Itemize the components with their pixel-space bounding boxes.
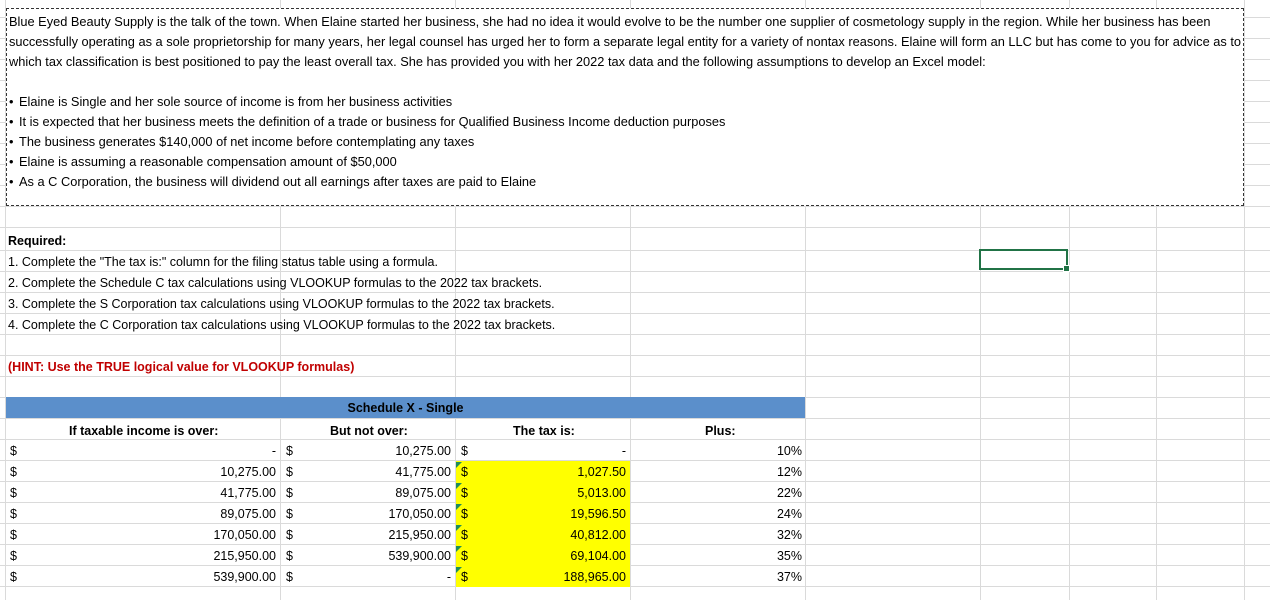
currency-symbol: $	[286, 549, 293, 563]
currency-symbol: $	[10, 507, 17, 521]
assumption-item: • As a C Corporation, the business will dividend out all earnings after taxes are paid to Elaine	[9, 174, 537, 189]
currency-symbol: $	[286, 528, 293, 542]
schedule-title-bar[interactable]	[6, 397, 805, 418]
not-over-cell[interactable]: 539,900.00	[388, 549, 451, 563]
currency-symbol: $	[461, 465, 468, 479]
currency-symbol: $	[286, 570, 293, 584]
assumption-item: • The business generates $140,000 of net income before contemplating any taxes	[9, 134, 475, 149]
not-over-cell[interactable]: -	[446, 570, 451, 584]
currency-symbol: $	[10, 570, 17, 584]
rate-cell[interactable]: 12%	[776, 465, 802, 479]
not-over-cell[interactable]: 89,075.00	[395, 486, 451, 500]
tax-cell[interactable]: 5,013.00	[577, 486, 626, 500]
over-cell[interactable]: 539,900.00	[213, 570, 276, 584]
required-item-2[interactable]: 2. Complete the Schedule C tax calculations using VLOOKUP formulas to the 2022 tax brackets.	[8, 276, 543, 290]
currency-symbol: $	[461, 549, 468, 563]
not-over-cell[interactable]: 215,950.00	[388, 528, 451, 542]
assumption-item: • Elaine is Single and her sole source of income is from her business activities	[9, 94, 453, 109]
currency-symbol: $	[10, 486, 17, 500]
required-item-4[interactable]: 4. Complete the C Corporation tax calculations using VLOOKUP formulas to the 2022 tax brackets.	[8, 318, 556, 332]
required-item-1[interactable]: 1. Complete the "The tax is:" column for the filing status table using a formula.	[8, 255, 438, 269]
not-over-cell[interactable]: 10,275.00	[395, 444, 451, 458]
rate-cell[interactable]: 10%	[776, 444, 802, 458]
col-header-plus[interactable]: Plus:	[705, 424, 736, 438]
selected-cell[interactable]	[979, 249, 1068, 270]
currency-symbol: $	[286, 465, 293, 479]
not-over-cell[interactable]: 170,050.00	[388, 507, 451, 521]
over-cell[interactable]: 41,775.00	[220, 486, 276, 500]
rate-cell[interactable]: 24%	[776, 507, 802, 521]
assumptions-list	[9, 92, 1241, 192]
over-cell[interactable]: 170,050.00	[213, 528, 276, 542]
tax-cell[interactable]: 40,812.00	[570, 528, 626, 542]
currency-symbol: $	[286, 486, 293, 500]
required-item-3[interactable]: 3. Complete the S Corporation tax calculations using VLOOKUP formulas to the 2022 tax brackets.	[8, 297, 555, 311]
currency-symbol: $	[10, 465, 17, 479]
over-cell[interactable]: 215,950.00	[213, 549, 276, 563]
tax-cell[interactable]: 1,027.50	[577, 465, 626, 479]
rate-cell[interactable]: 37%	[776, 570, 802, 584]
currency-symbol: $	[461, 528, 468, 542]
fill-handle[interactable]	[1063, 265, 1070, 272]
tax-cell[interactable]: -	[621, 444, 626, 458]
over-cell[interactable]: 89,075.00	[220, 507, 276, 521]
currency-symbol: $	[286, 444, 293, 458]
hint-text[interactable]: (HINT: Use the TRUE logical value for VLOOKUP formulas)	[8, 360, 355, 374]
required-heading[interactable]: Required:	[8, 234, 67, 248]
assumption-item: • Elaine is assuming a reasonable compensation amount of $50,000	[9, 154, 397, 169]
tax-cell[interactable]: 188,965.00	[563, 570, 626, 584]
currency-symbol: $	[10, 528, 17, 542]
currency-symbol: $	[10, 444, 17, 458]
currency-symbol: $	[461, 444, 468, 458]
schedule-title: Schedule X - Single	[347, 401, 464, 415]
tax-cell[interactable]: 19,596.50	[570, 507, 626, 521]
intro-paragraph: Blue Eyed Beauty Supply is the talk of the town. When Elaine started her business, she had no idea it would evolve to be the number one supplier of cosmetology supply in the region. While her business has been successfully operating as a sole proprietorship for many years, her legal counsel has urged her to form a separate legal entity for a variety of nontax reasons. Elaine will form an LLC but has come to you for advice as to which tax classification is best positioned to pay the least overall tax. She has provided you with her 2022 tax data and the following assumptions to develop an Excel model:	[9, 14, 1241, 69]
rate-cell[interactable]: 35%	[776, 549, 802, 563]
tax-cell[interactable]: 69,104.00	[570, 549, 626, 563]
col-header-tax-is[interactable]: The tax is:	[513, 424, 575, 438]
col-header-over[interactable]: If taxable income is over:	[69, 424, 219, 438]
over-cell[interactable]: 10,275.00	[220, 465, 276, 479]
assumptions-textbox[interactable]	[6, 8, 1244, 206]
assumption-item: • It is expected that her business meets the definition of a trade or business for Qualified Business Income deduction purposes	[9, 114, 726, 129]
rate-cell[interactable]: 32%	[776, 528, 802, 542]
rate-cell[interactable]: 22%	[776, 486, 802, 500]
currency-symbol: $	[461, 507, 468, 521]
currency-symbol: $	[10, 549, 17, 563]
currency-symbol: $	[461, 486, 468, 500]
col-header-not-over[interactable]: But not over:	[330, 424, 408, 438]
currency-symbol: $	[286, 507, 293, 521]
currency-symbol: $	[461, 570, 468, 584]
not-over-cell[interactable]: 41,775.00	[395, 465, 451, 479]
over-cell[interactable]: -	[271, 444, 276, 458]
